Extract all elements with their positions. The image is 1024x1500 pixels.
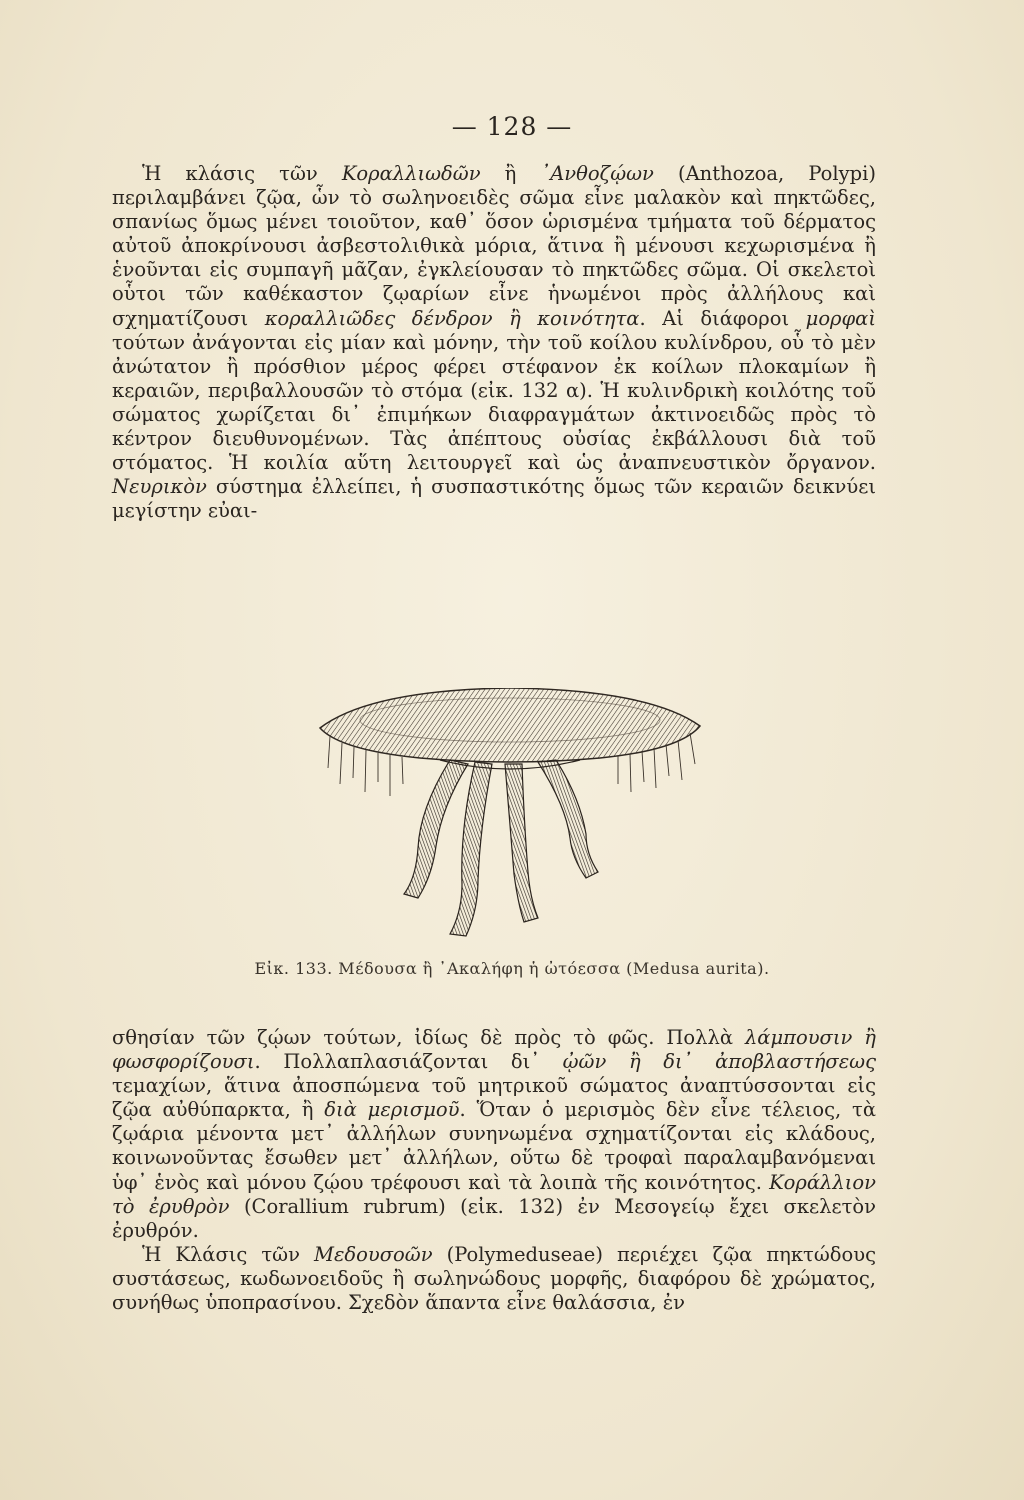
paragraph-medusae: Ἡ Κλάσις τῶν Μεδουσοῶν (Polymeduseae) περιέχει ζῷα πηκτώδους συστάσεως, κωδωνοειδοῦς ἢ σωληνώδους μορφῆς, διαφόρου δὲ χρώματος, συνήθως ὑποπρασίνου. Σχεδὸν ἅπαντα εἶνε θαλάσσια, ἐν — [112, 1242, 876, 1315]
text-block-bottom — [112, 1026, 876, 1315]
paragraph-anthozoa: Ἡ κλάσις τῶν Κοραλλιωδῶν ἢ ᾿Ανθοζῴων (Anthozoa, Polypi) περιλαμβάνει ζῷα, ὧν τὸ σωληνοειδὲς σῶμα εἶνε μαλακὸν καὶ πηκτῶδες, σπανίως ὅμως μένει τοιοῦτον, καθ᾿ ὅσον ὡρισμένα τμήματα τοῦ δέρματος αὐτοῦ ἀποκρίνουσι ἀσβεστολιθικὰ μόρια, ἅτινα ἢ μένουσι κεχωρισμένα ἢ ἑνοῦνται εἰς συμπαγῆ μᾶζαν, ἐγκλείουσαν τὸ πηκτῶδες σῶμα. Οἱ σκελετοὶ οὗτοι τῶν καθέκαστον ζῳαρίων εἶνε ἡνωμένοι πρὸς ἀλλήλους καὶ σχηματίζουσι κοραλλιῶδες δένδρον ἢ κοινότητα. Αἱ διάφοροι μορφαὶ τούτων ἀνάγονται εἰς μίαν καὶ μόνην, τὴν τοῦ κοίλου κυλίνδρου, οὗ τὸ μὲν ἀνώτατον ἢ πρόσθιον μέρος φέρει στέφανον ἐκ κοίλων πλοκαμίων ἢ κεραιῶν, περιβαλλουσῶν τὸ στόμα (εἰκ. 132 α). Ἡ κυλινδρικὴ κοιλότης τοῦ σώματος χωρίζεται δι᾿ ἐπιμήκων διαφραγμάτων ἀκτινοειδῶς πρὸς τὸ κέντρον διευθυνομένων. Τὰς ἀπέπτους οὐσίας ἐκβάλλουσι διὰ τοῦ στόματος. Ἡ κοιλία αὕτη λειτουργεῖ καὶ ὡς ἀναπνευστικὸν ὄργανον. Νευρικὸν σύστημα ἐλλείπει, ἡ συσπαστικότης ὅμως τῶν κεραιῶν δεικνύει μεγίστην εὐαι- — [112, 162, 876, 523]
medusa-illustration — [300, 688, 720, 948]
page-number: — 128 — — [451, 112, 573, 141]
paragraph-reproduction: σθησίαν τῶν ζῴων τούτων, ἰδίως δὲ πρὸς τὸ φῶς. Πολλὰ λάμπουσιν ἢ φωσφορίζουσι. Πολλαπλασιάζονται δι᾿ ᾠῶν ἢ δι᾿ ἀποβλαστήσεως τεμαχίων, ἅτινα ἀποσπώμενα τοῦ μητρικοῦ σώματος ἀναπτύσσονται εἰς ζῷα αὐθύπαρκτα, ἢ διὰ μερισμοῦ. Ὅταν ὁ μερισμὸς δὲν εἶνε τέλειος, τὰ ζῳάρια μένοντα μετ᾿ ἀλλήλων συνηνωμένα σχηματίζονται εἰς κλάδους, κοινωνοῦντας ἔσωθεν μετ᾿ ἀλλήλων, οὕτω δὲ τροφαὶ παραλαμβανόμεναι ὑφ᾿ ἑνὸς καὶ μόνου ζῴου τρέφουσι καὶ τὰ λοιπὰ τῆς κοινότητος. Κοράλλιον τὸ ἐρυθρὸν (Corallium rubrum) (εἰκ. 132) ἐν Μεσογείῳ ἔχει σκελετὸν ἐρυθρόν. — [112, 1026, 876, 1242]
text-block-top — [112, 162, 876, 523]
figure-caption: Εἰκ. 133. Μέδουσα ἢ ᾿Ακαλήφη ἡ ὠτόεσσα (Medusa aurita). — [254, 959, 770, 978]
